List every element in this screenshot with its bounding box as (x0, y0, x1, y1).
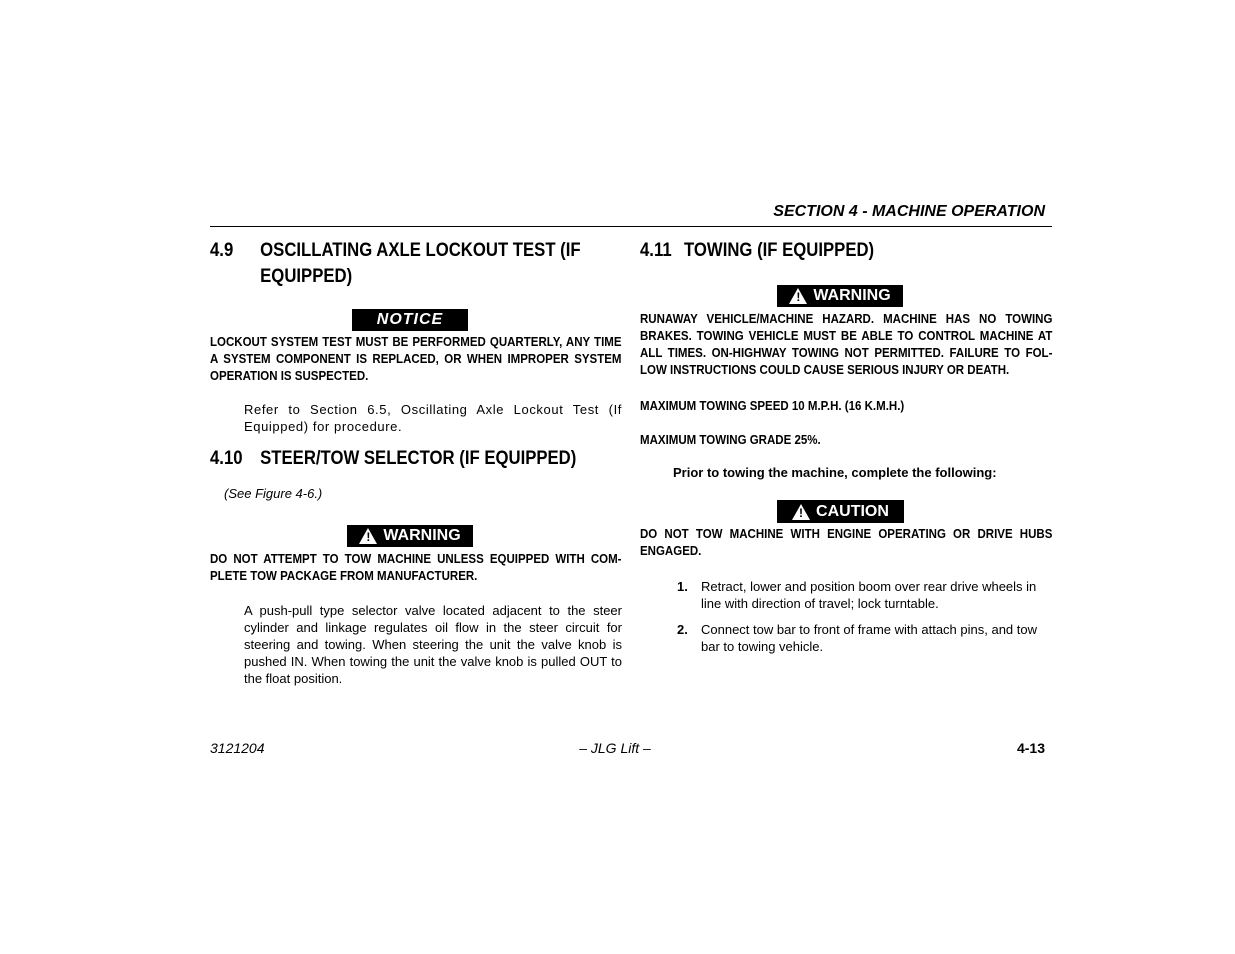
doc-number: 3121204 (210, 740, 265, 756)
notice-badge (352, 309, 468, 331)
caution-badge (777, 500, 904, 523)
heading-4-10 (210, 446, 624, 472)
figure-reference: (See Figure 4-6.) (224, 486, 323, 501)
warning-badge (777, 285, 903, 307)
list-item (677, 621, 1052, 655)
warning-text: DO NOT ATTEMPT TO TOW MACHINE UNLESS EQUIPPED WITH COM-PLETE TOW PACKAGE FROM MANUFACTURER. (210, 551, 622, 583)
step-text: Retract, lower and position boom over rear drive wheels in line with direction of travel; lock turntable. (701, 579, 1037, 611)
heading-number: 4.10 (210, 448, 243, 469)
warning-label: WARNING (813, 287, 891, 304)
warning-label: WARNING (383, 527, 461, 544)
page-number: 4-13 (1016, 740, 1045, 756)
section-header: SECTION 4 - MACHINE OPERATION (773, 203, 1045, 220)
notice-text: LOCKOUT SYSTEM TEST MUST BE PERFORMED QUARTERLY, ANY TIME A SYSTEM COMPONENT IS REPLACED, OR WHEN IMPROPER SYSTEM OPERATION IS SUSPECTED. (210, 334, 622, 383)
body-text-4-10: A push-pull type selector valve located adjacent to the steer cylinder and linkage regulates oil flow in the steer circuit for steering and towing. When steering the unit the valve knob is pushed IN. When towing the unit the valve knob is pulled OUT to the float position. (244, 603, 622, 686)
prior-to-towing: Prior to towing the machine, complete the following: (673, 465, 997, 480)
step-text: Connect tow bar to front of frame with attach pins, and tow bar to towing vehicle. (701, 622, 1038, 654)
notice-label: NOTICE (376, 311, 444, 328)
heading-4-9 (210, 238, 624, 290)
heading-title: STEER/TOW SELECTOR (IF EQUIPPED) (260, 448, 577, 469)
heading-title: TOWING (IF EQUIPPED) (684, 240, 875, 261)
warning-triangle-icon: ! (359, 528, 377, 544)
heading-4-11 (640, 238, 1045, 264)
heading-number: 4.11 (640, 240, 672, 261)
body-text-4-9: Refer to Section 6.5, Oscillating Axle Lockout Test (If Equipped) for procedure. (244, 402, 622, 434)
heading-title-line2: EQUIPPED) (260, 266, 353, 287)
warning-text: RUNAWAY VEHICLE/MACHINE HAZARD. MACHINE HAS NO TOWING BRAKES. TOWING VEHICLE MUST BE ABLE TO CONTROL MACHINE AT ALL TIMES. ON-HIGHWAY TOWING NOT PERMITTED. FAILURE TO FOL-LOW INSTRUCTIONS COULD CAUSE SERIOUS INJURY OR DEATH. (640, 311, 1053, 377)
step-number: 2. (677, 622, 688, 637)
footer-center: – JLG Lift – (579, 740, 651, 756)
heading-number: 4.9 (210, 240, 234, 261)
max-towing-speed: MAXIMUM TOWING SPEED 10 M.P.H. (16 K.M.H.) (640, 398, 905, 413)
max-towing-grade: MAXIMUM TOWING GRADE 25%. (640, 432, 821, 447)
heading-title-line1: OSCILLATING AXLE LOCKOUT TEST (IF (260, 240, 581, 261)
warning-triangle-icon: ! (789, 288, 807, 304)
header-rule (210, 226, 1052, 227)
caution-label: CAUTION (816, 502, 889, 520)
caution-triangle-icon: ! (792, 504, 810, 520)
list-item (677, 578, 1052, 612)
step-number: 1. (677, 579, 688, 594)
warning-badge (347, 525, 473, 547)
caution-text: DO NOT TOW MACHINE WITH ENGINE OPERATING OR DRIVE HUBS ENGAGED. (640, 526, 1053, 558)
